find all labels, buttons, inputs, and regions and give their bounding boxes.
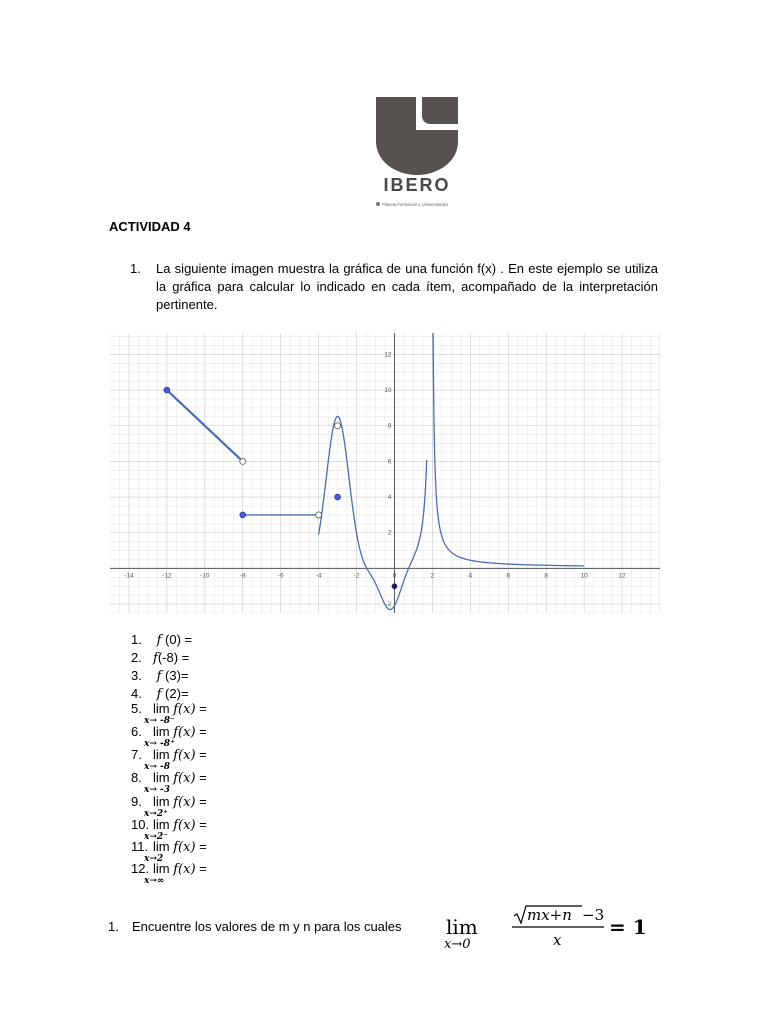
exercise-number: 6. xyxy=(131,724,142,739)
item-suffix: = xyxy=(195,747,207,762)
limit-subscript: x→2⁻ xyxy=(144,832,168,842)
exercise-item xyxy=(131,701,207,726)
filled-point xyxy=(240,512,246,518)
limit-operator xyxy=(144,701,175,726)
limit-formula xyxy=(442,904,652,954)
limit-subscript: x→∞ xyxy=(144,876,165,886)
limit-operator xyxy=(144,839,170,864)
y-tick-label: 6 xyxy=(387,458,392,466)
item-suffix: (0) = xyxy=(161,632,193,647)
function-symbol: f(x) xyxy=(173,818,196,833)
formula-denominator: x xyxy=(553,931,562,949)
formula-rhs: = 1 xyxy=(609,915,647,939)
formula-subscript: x→0 xyxy=(444,937,471,952)
function-symbol: f(x) xyxy=(173,748,196,763)
function-symbol: f xyxy=(156,687,162,702)
x-tick-label: -2 xyxy=(353,572,360,580)
formula-numerator-rest: −3 xyxy=(582,906,605,924)
open-point xyxy=(240,458,246,464)
limit-label: lim xyxy=(153,724,170,739)
function-symbol: f(x) xyxy=(173,771,196,786)
exercise-number: 4. xyxy=(131,686,142,701)
limit-subscript: x→2 xyxy=(144,854,164,864)
item-suffix: = xyxy=(195,701,207,716)
y-tick-label: 4 xyxy=(387,494,392,502)
exercise-item xyxy=(131,817,207,842)
exercise-number: 9. xyxy=(131,794,142,809)
exercise-number: 7. xyxy=(131,747,142,762)
item-suffix: = xyxy=(195,839,207,854)
curve-left xyxy=(319,416,427,609)
function-symbol: f xyxy=(153,651,158,666)
limit-label: lim xyxy=(153,701,170,716)
question-1-text: La siguiente imagen muestra la gráfica de una función f(x) . En este ejemplo se utiliza la gráfica para calcular lo indicado en cada ítem, acompañado de la interpretación pertinente. xyxy=(156,261,658,312)
limit-label: lim xyxy=(153,794,170,809)
limit-operator xyxy=(144,770,171,795)
limit-subscript: x→ -8 xyxy=(144,762,171,772)
exercise-item xyxy=(131,724,207,749)
limit-operator xyxy=(144,861,170,886)
limit-operator xyxy=(144,794,170,819)
item-suffix: = xyxy=(195,861,207,876)
limit-subscript: x→ -8⁻ xyxy=(144,716,175,726)
limit-subscript: x→ -8⁺ xyxy=(144,739,175,749)
item-suffix: (3)= xyxy=(161,668,189,683)
exercise-item xyxy=(131,794,207,819)
limit-label: lim xyxy=(153,861,170,876)
item-suffix: = xyxy=(195,794,207,809)
y-tick-label: 8 xyxy=(387,422,392,430)
exercise-number: 1. xyxy=(131,632,142,647)
exercise-number: 10. xyxy=(131,817,150,832)
limit-label: lim xyxy=(153,839,170,854)
open-point xyxy=(316,512,322,518)
item-suffix: (-8) = xyxy=(157,650,190,665)
question-2 xyxy=(108,919,402,934)
exercise-number: 8. xyxy=(131,770,142,785)
x-tick-label: 8 xyxy=(544,572,549,580)
logo-notch xyxy=(422,97,458,124)
formula-radicand: mx+n xyxy=(527,906,572,924)
exercise-number: 12. xyxy=(131,861,150,876)
x-tick-label: -8 xyxy=(239,572,246,580)
exercise-item xyxy=(131,747,207,772)
exercise-item xyxy=(131,770,207,795)
x-tick-label: -4 xyxy=(315,572,322,580)
limit-subscript: x→ -3 xyxy=(144,785,171,795)
x-tick-label: -12 xyxy=(162,572,172,580)
function-symbol: f(x) xyxy=(173,795,196,810)
x-tick-label: 6 xyxy=(506,572,511,580)
y-tick-label: 2 xyxy=(387,529,392,537)
limit-operator xyxy=(144,724,175,749)
y-tick-label: -2 xyxy=(385,601,392,609)
grid xyxy=(110,333,660,613)
x-tick-label: 0 xyxy=(392,572,397,580)
open-point xyxy=(335,423,341,429)
item-suffix: (2)= xyxy=(161,686,189,701)
function-symbol: f(x) xyxy=(173,725,196,740)
exercise-item xyxy=(131,668,189,685)
filled-point xyxy=(392,584,397,589)
question-1 xyxy=(130,260,658,314)
exercise-number: 3. xyxy=(131,668,142,683)
exercise-number: 11. xyxy=(131,839,149,854)
logo-tagline: Planeta Formación y Universidades xyxy=(382,202,449,207)
exercise-item xyxy=(131,632,192,649)
question-2-text: Encuentre los valores de m y n para los cuales xyxy=(132,919,402,934)
activity-title: ACTIVIDAD 4 xyxy=(109,219,191,234)
logo-text: IBERO xyxy=(383,175,451,195)
item-suffix: = xyxy=(195,817,207,832)
exercise-number: 2. xyxy=(131,650,142,665)
y-tick-label: 10 xyxy=(384,387,392,395)
exercise-number: 5. xyxy=(131,701,142,716)
x-tick-label: 12 xyxy=(618,572,626,580)
x-tick-label: -10 xyxy=(200,572,210,580)
item-suffix: = xyxy=(195,770,207,785)
limit-label: lim xyxy=(153,817,170,832)
x-tick-label: -6 xyxy=(277,572,284,580)
x-tick-label: 2 xyxy=(430,572,435,580)
question-1-number: 1. xyxy=(130,261,141,276)
formula-lim: lim xyxy=(446,915,478,939)
function-symbol: f xyxy=(156,669,162,684)
exercise-item xyxy=(131,839,207,864)
function-symbol: f xyxy=(156,633,162,648)
item-suffix: = xyxy=(195,724,207,739)
function-symbol: f(x) xyxy=(173,840,196,855)
exercise-item xyxy=(131,650,189,667)
x-tick-label: 10 xyxy=(580,572,588,580)
logo-tagline-dot xyxy=(376,202,380,206)
limit-operator xyxy=(144,747,171,772)
limit-label: lim xyxy=(153,747,170,762)
limit-subscript: x→2⁺ xyxy=(144,809,168,819)
function-symbol: f(x) xyxy=(173,702,196,717)
filled-point xyxy=(164,387,170,393)
question-2-number: 1. xyxy=(108,919,119,934)
x-tick-label: -14 xyxy=(124,572,134,580)
limit-operator xyxy=(144,817,170,842)
limit-label: lim xyxy=(153,770,170,785)
function-symbol: f(x) xyxy=(173,862,196,877)
ibero-logo xyxy=(372,94,462,210)
exercise-item xyxy=(131,861,207,886)
x-tick-label: 4 xyxy=(468,572,473,580)
filled-point xyxy=(335,494,341,500)
function-graph xyxy=(110,333,660,613)
y-tick-label: 12 xyxy=(384,351,392,359)
